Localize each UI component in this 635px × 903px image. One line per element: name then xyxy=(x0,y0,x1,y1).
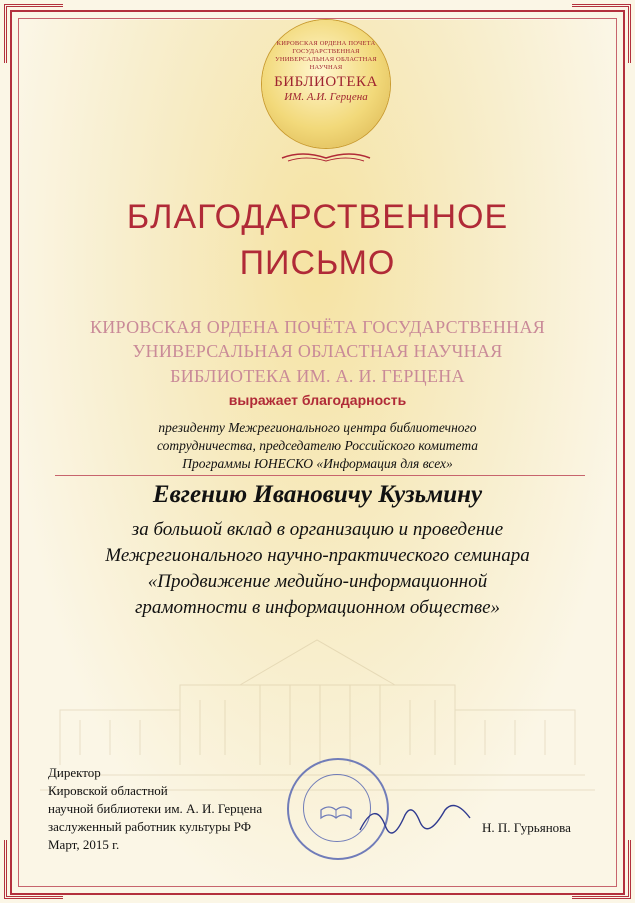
title-line-2: ПИСЬМО xyxy=(239,244,396,282)
signature-org-line-1: Кировской областной xyxy=(48,783,168,798)
thanks-text: выражает благодарность xyxy=(228,392,407,408)
signature-title: Директор xyxy=(48,765,101,780)
reason-line-4: грамотности в информационном обществе» xyxy=(134,597,501,618)
organization-line-2: УНИВЕРСАЛЬНАЯ ОБЛАСТНАЯ НАУЧНАЯ xyxy=(132,341,503,361)
logo-word: БИБЛИОТЕКА xyxy=(274,74,378,90)
position-line-2: сотрудничества, председателю Российского комитета xyxy=(157,438,478,453)
handwritten-signature xyxy=(350,790,490,850)
recipient-name: Евгению Ивановичу Кузьмину xyxy=(152,481,483,508)
corner-ornament xyxy=(572,4,631,63)
library-logo xyxy=(262,20,390,148)
title-line-1: БЛАГОДАРСТВЕННОЕ xyxy=(126,198,509,236)
corner-ornament xyxy=(4,4,63,63)
reason-line-2: Межрегионального научно-практического семинара xyxy=(105,545,530,566)
signature-honorific: заслуженный работник культуры РФ xyxy=(48,819,252,834)
logo-name: ИМ. А.И. Герцена xyxy=(284,91,368,103)
divider xyxy=(55,475,585,476)
organization-line-1: КИРОВСКАЯ ОРДЕНА ПОЧЁТА ГОСУДАРСТВЕННАЯ xyxy=(89,317,546,337)
reason-line-3: «Продвижение медийно-информационной xyxy=(147,571,488,592)
position-line-1: президенту Межрегионального центра библиотечного xyxy=(158,420,477,435)
corner-ornament xyxy=(572,840,631,899)
signature-date: Март, 2015 г. xyxy=(48,837,120,852)
signature-org-line-2: научной библиотеки им. А. И. Герцена xyxy=(48,801,263,816)
book-ornament-icon xyxy=(278,150,374,162)
position-line-3: Программы ЮНЕСКО «Информация для всех» xyxy=(182,456,453,471)
logo-line-2: УНИВЕРСАЛЬНАЯ ОБЛАСТНАЯ НАУЧНАЯ xyxy=(275,56,377,71)
logo-line-1: КИРОВСКАЯ ОРДЕНА ПОЧЕТА ГОСУДАРСТВЕННАЯ xyxy=(276,40,376,55)
organization-line-3: БИБЛИОТЕКА ИМ. А. И. ГЕРЦЕНА xyxy=(170,366,465,386)
reason-line-1: за большой вклад в организацию и проведение xyxy=(131,519,504,540)
signer-name: Н. П. Гурьянова xyxy=(482,820,571,835)
